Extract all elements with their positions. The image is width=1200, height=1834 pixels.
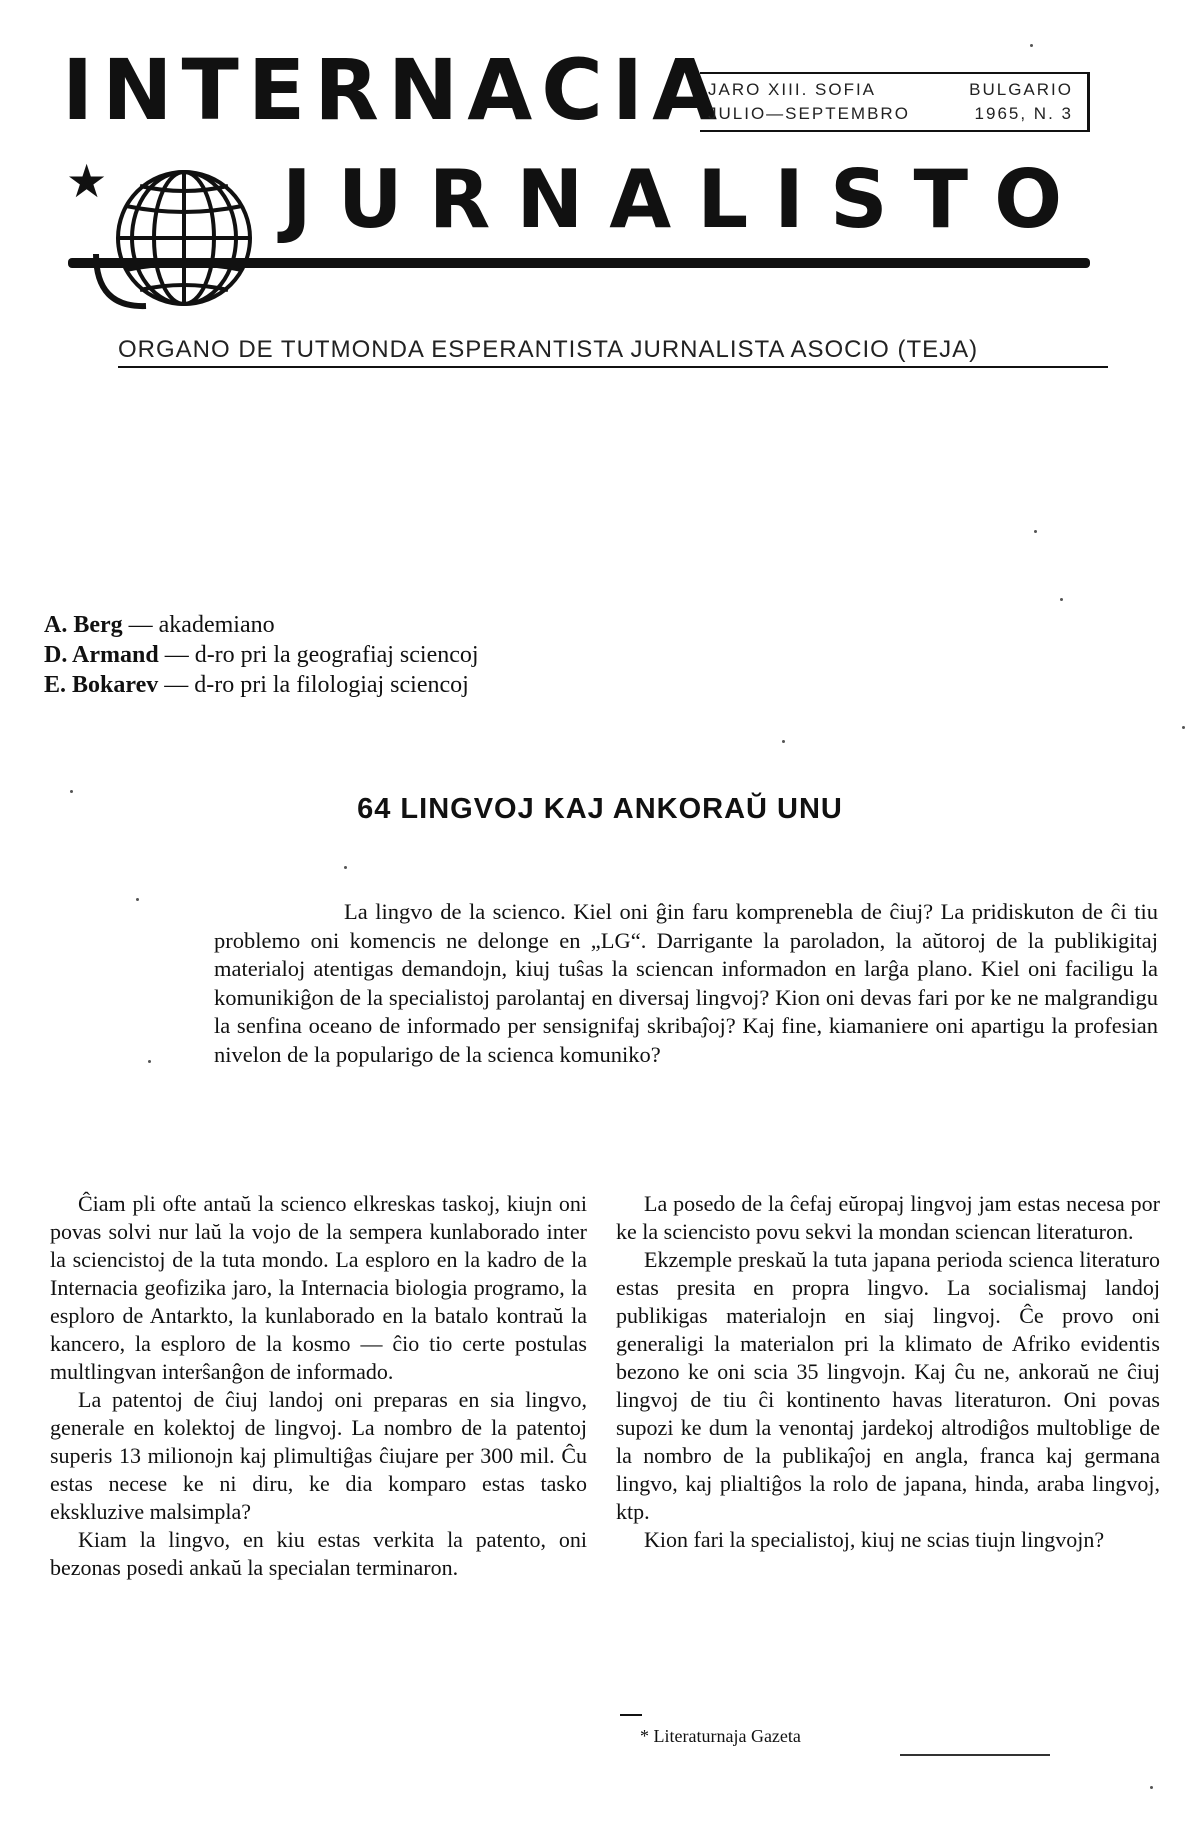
scan-speck [782, 740, 785, 743]
footnote-rule [620, 1714, 642, 1716]
issue-country: BULGARIO [969, 80, 1073, 99]
author-title: d-ro pri la filologiaj sciencoj [194, 672, 469, 698]
scan-speck [1060, 598, 1063, 601]
paragraph: Kion fari la specialistoj, kiuj ne scias tiujn lingvojn? [644, 1527, 1105, 1552]
author-title: akademiano [158, 612, 275, 638]
issue-year-place: JARO XIII. SOFIA [708, 80, 877, 99]
author-name: E. Bokarev [44, 672, 159, 698]
paragraph: Ekzemple preskaŭ la tuta japana perioda scienca literaturo estas presita en propra lingvo. La socialismaj landoj publikigas materialojn en siaj lingvoj. Ĉe provo oni generaligi la materialon pri la klimato de Afriko evidentis bezono ke oni scia 35 lingvojn. Kaj ĉu ne, ankoraŭ ne ĉiuj lingvoj de tiu ĉi kontinento havas literaturon. Oni povas supozi ke dum la venontaj jardekoj altrodiĝos multoblige de la nombro de la publikaĵoj en angla, franca kaj germana lingvo, kaj plialtiĝos la rolo de japana, hinda, araba lingvoj, ktp. [616, 1247, 1160, 1524]
scan-speck [1182, 726, 1185, 729]
author-line [44, 640, 479, 670]
issue-info-box [700, 72, 1090, 132]
author-separator: — [158, 672, 195, 698]
author-separator: — [122, 612, 159, 638]
footnote: * Literaturnaja Gazeta [640, 1726, 801, 1746]
paragraph: Kiam la lingvo, en kiu estas verkita la patento, oni bezonas posedi ankaŭ la specialan terminaron. [50, 1527, 587, 1580]
author-separator: — [158, 642, 195, 668]
author-name: A. Berg [44, 612, 123, 638]
globe-icon [88, 158, 274, 318]
star-icon: ★ [66, 154, 108, 208]
scan-speck [344, 866, 347, 869]
masthead-rule [68, 258, 1090, 268]
scan-speck [136, 898, 139, 901]
author-name: D. Armand [44, 642, 159, 668]
author-title: d-ro pri la geografiaj sciencoj [194, 642, 479, 668]
issue-number: 1965, N. 3 [974, 104, 1073, 123]
scan-speck [1150, 1786, 1153, 1789]
issue-months: JULIO—SEPTEMBRO [708, 104, 910, 123]
bottom-rule [900, 1754, 1050, 1756]
organ-subtitle: ORGANO DE TUTMONDA ESPERANTISTA JURNALISTA ASOCIO (TEJA) [118, 336, 1108, 368]
scan-speck [70, 790, 73, 793]
article-lead: La lingvo de la scienco. Kiel oni ĝin faru komprenebla de ĉiuj? La pridiskuton de ĉi tiu problemo oni komencis ne delonge en „LG“. Darrigante la paroladon, la aŭtoroj de la publikigitaj materialoj atentigas demandojn, kiuj tuŝas la sciencan informadon en larĝa plano. Kiel oni faciligu la komunikiĝon de la specialistoj parolantaj en diversaj lingvoj? Kion oni devas fari por ke ne malgrandigu la senfina oceano de informado per sensignifaj skribaĵoj? Kaj fine, kiamaniere oni apartigu la profesian nivelon de la popularigo de la scienca komuniko? [214, 899, 1158, 1067]
masthead-title-bottom: JURNALISTO [282, 153, 1089, 246]
paragraph: La posedo de la ĉefaj eŭropaj lingvoj jam estas necesa por ke la sciencisto povu sekvi la mondan sciencan literaturon. [616, 1191, 1160, 1244]
paragraph: Ĉiam pli ofte antaŭ la scienco elkreskas taskoj, kiujn oni povas solvi nur laŭ la vojo de la sempera kunlaborado inter la sciencistoj de la tuta mondo. La esploro en la kadro de la Internacia geofizika jaro, la Internacia biologia programo, la esploro de Antarkto, la kunlaborado en la batalo kontraŭ la kancero, la esploro de la kosmo — ĉio tio certe postulas multlingvan interŝanĝon de informado. [50, 1191, 587, 1384]
article-column-left [50, 1190, 587, 1582]
author-line [44, 610, 479, 640]
author-list [44, 610, 479, 700]
scan-speck [1030, 44, 1033, 47]
article-headline: 64 LINGVOJ KAJ ANKORAŬ UNU [357, 793, 843, 825]
scan-speck [1034, 530, 1037, 533]
scan-speck [148, 1060, 151, 1063]
author-line [44, 670, 479, 700]
masthead-title-top: INTERNACIA [62, 41, 727, 139]
paragraph: La patentoj de ĉiuj landoj oni preparas en sia lingvo, generale en kolektoj de lingvoj. La nombro de la patentoj superis 13 milionojn kaj plimultiĝas ĉiujare per 300 mil. Ĉu estas necese ke ni diru, ke dia komparo estas tasko ekskluzive malsimpla? [50, 1387, 587, 1524]
article-column-right [616, 1190, 1160, 1554]
